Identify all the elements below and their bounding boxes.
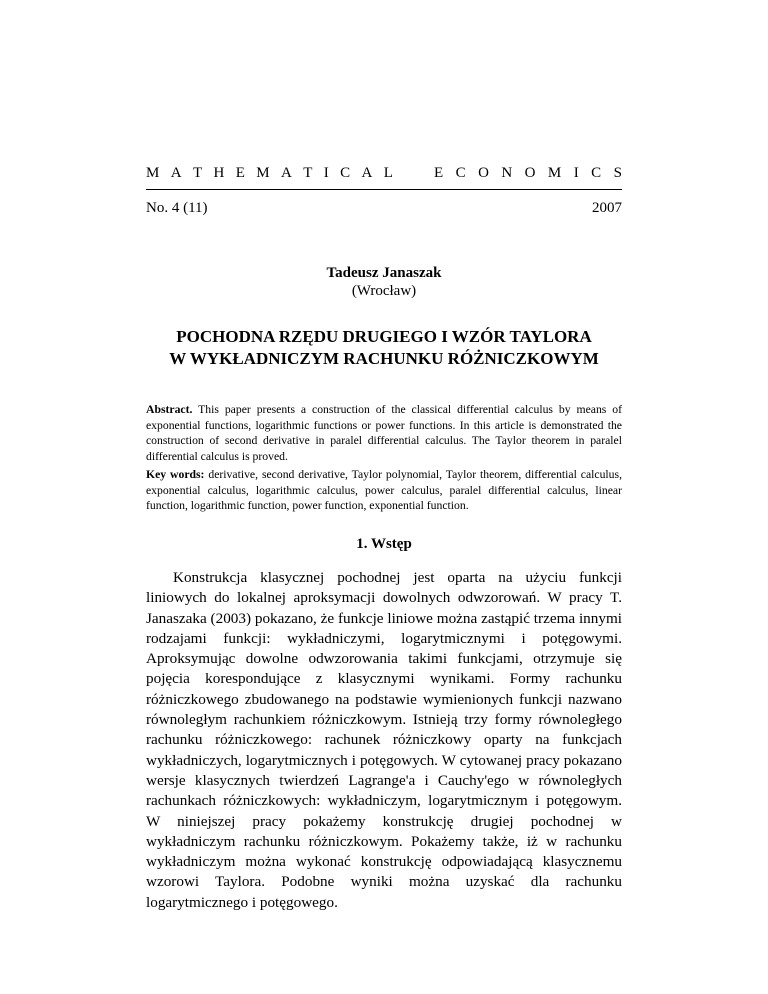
journal-letter: C bbox=[455, 165, 466, 181]
journal-letter: M bbox=[547, 165, 562, 181]
journal-letter: I bbox=[323, 165, 329, 181]
journal-name-word-2 bbox=[434, 164, 622, 182]
journal-letter: A bbox=[170, 165, 182, 181]
journal-letter: H bbox=[213, 165, 225, 181]
journal-name-word-1 bbox=[146, 164, 393, 182]
journal-letter: N bbox=[501, 165, 513, 181]
journal-letter: S bbox=[613, 165, 622, 181]
keywords bbox=[146, 467, 622, 514]
paper-title bbox=[126, 326, 642, 370]
journal-letter: T bbox=[303, 165, 313, 181]
issue-number: No. 4 (11) bbox=[146, 200, 208, 216]
author-affiliation: (Wrocław) bbox=[351, 283, 417, 299]
keywords-label: Key words: bbox=[146, 468, 205, 481]
header-rule bbox=[146, 189, 622, 190]
paper-title-line-1: POCHODNA RZĘDU DRUGIEGO I WZÓR TAYLORA bbox=[176, 327, 592, 346]
abstract-text: This paper presents a construction of the classical differential calculus by means of exponential functions, logarithmic functions or power functions. In this article is demonstrated the construction of second derivative in paralel differential calculus. The Taylor theorem in paralel differential calculus is proved. bbox=[146, 403, 623, 463]
journal-letter: C bbox=[591, 165, 602, 181]
journal-letter: I bbox=[573, 165, 579, 181]
abstract-label: Abstract. bbox=[146, 403, 193, 416]
issue-row bbox=[146, 199, 622, 217]
journal-letter: M bbox=[256, 165, 270, 181]
author-name: Tadeusz Janaszak bbox=[326, 265, 442, 281]
section-heading: 1. Wstęp bbox=[356, 536, 412, 552]
journal-letter: T bbox=[192, 165, 203, 181]
journal-letter: A bbox=[361, 165, 373, 181]
journal-letter: M bbox=[146, 165, 160, 181]
paper-title-line-2: W WYKŁADNICZYM RACHUNKU RÓŻNICZKOWYM bbox=[169, 349, 599, 368]
keywords-text: derivative, second derivative, Taylor polynomial, Taylor theorem, differential calculus, exponential calculus, logarithmic calculus, power calculus, paralel differential calculus, linear function, logarithmic function, power function, exponential function. bbox=[146, 468, 622, 512]
journal-name bbox=[146, 164, 622, 182]
journal-letter: E bbox=[235, 165, 245, 181]
journal-letter: E bbox=[434, 165, 444, 181]
journal-letter: L bbox=[383, 165, 393, 181]
issue-year: 2007 bbox=[592, 200, 622, 216]
journal-letter: O bbox=[524, 165, 536, 181]
journal-letter: C bbox=[340, 165, 351, 181]
journal-letter: A bbox=[280, 165, 292, 181]
abstract bbox=[146, 402, 622, 464]
body-paragraph: Konstrukcja klasycznej pochodnej jest oparta na użyciu funkcji liniowych do lokalnej aproksymacji dowolnych odwzorowań. W pracy T. Janaszaka (2003) pokazano, że funkcje liniowe można zastąpić trzema innymi rodzajami funkcji: wykładniczymi, logarytmicznymi i potęgowymi. Aproksymując dowolne odwzorowania takimi funkcjami, otrzymuje się pojęcia korespondujące z klasycznymi wynikami. Formy rachunku różniczkowego zbudowanego na podstawie wymienionych funkcji nazwano równoległym rachunkiem różniczkowym. Istnieją trzy formy równoległego rachunku różniczkowego: rachunek różniczkowy oparty na funkcjach wykładniczych, logarytmicznych i potęgowych. W cytowanej pracy pokazano wersje klasycznych twierdzeń Lagrange'a i Cauchy'ego w równoległych rachunkach różniczkowych: wykładniczym, logarytmicznym i potęgowym. W niniejszej pracy pokażemy konstrukcję drugiej pochodnej w wykładniczym rachunku różniczkowym. Pokażemy także, iż w rachunku wykładniczym można wykonać konstrukcję odpowiadającą klasycznemu wzorowi Taylora. Podobne wyniki można uzyskać dla rachunku logarytmicznego i potęgowego. bbox=[146, 569, 622, 911]
journal-letter: O bbox=[478, 165, 489, 181]
